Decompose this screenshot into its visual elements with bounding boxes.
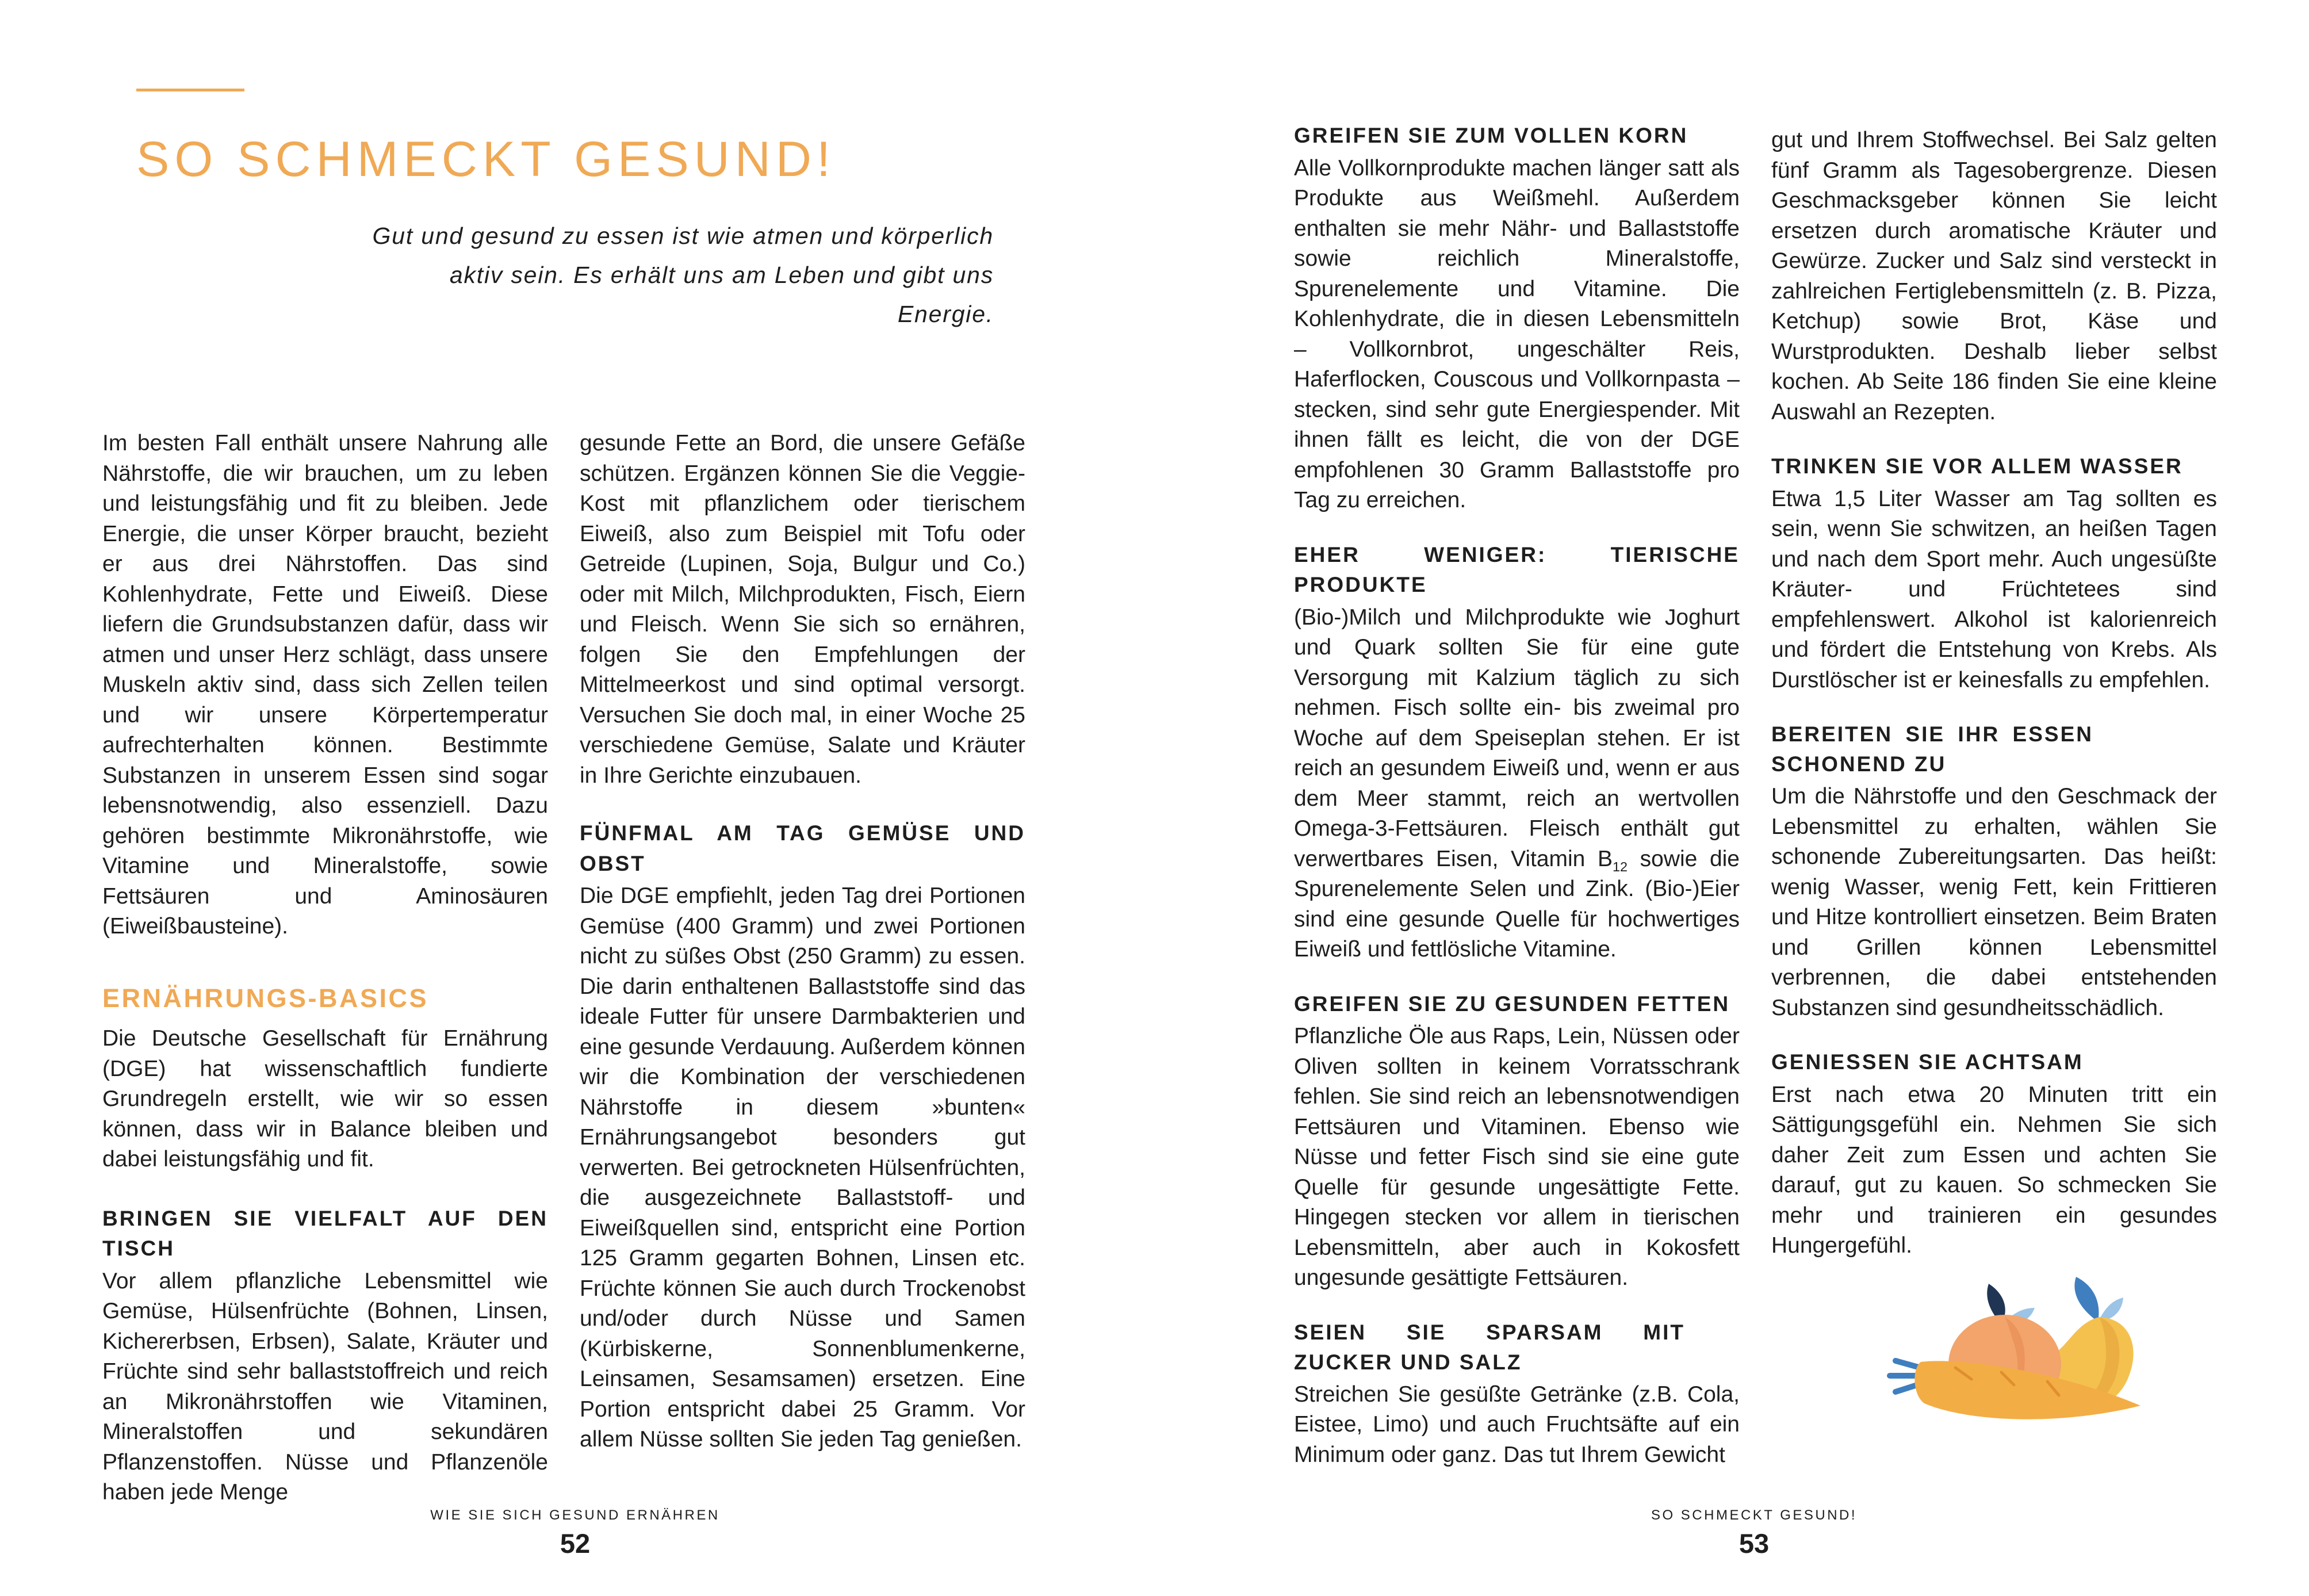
body-paragraph: Alle Vollkornprodukte machen länger satt als Produkte aus Weißmehl. Außerdem enthalten sie mehr Nähr- und Ballaststoffe sowie reichlich Mineralstoffe, Spurenelemente und Vitamine. Die Kohlenhydrate, die in diesen Lebensmitteln – Vollkornbrot, ungeschälter Reis, Haferflocken, Couscous und Vollkornpasta – stecken, sind sehr gute Energiespender. Mit ihnen fällt es leicht, die von der DGE empfohlenen 30 Gramm Ballaststoffe pro Tag zu erreichen. <box>1294 155 1740 512</box>
subheading: BEREITEN SIE IHR ESSEN SCHONEND ZU <box>1771 722 2093 776</box>
leaf-icon <box>2074 1277 2099 1322</box>
body-paragraph: Um die Nährstoffe und den Geschmack der Lebensmittel zu erhalten, wählen Sie schonende Zubereitungsarten. Das heißt: wenig Wasser, wenig Fett, kein Frittieren und Hitze kontrolliert einsetzen. Beim Braten und Grillen können Lebensmittel verbrennen, die dabei entstehenden Substanzen sind gesundheitsschädlich. <box>1771 784 2217 1020</box>
body-paragraph: Erst nach etwa 20 Minuten tritt ein Sättigungsgefühl ein. Nehmen Sie sich daher Zeit zum Essen und achten Sie darauf, gut zu kauen. So schmecken Sie mehr und trainieren ein gesundes Hungergefühl. <box>1771 1082 2217 1258</box>
body-paragraph: Die DGE empfiehlt, jeden Tag drei Portionen Gemüse (400 Gramm) und zwei Portionen nicht zu süßes Obst (250 Gramm) zu essen. Die darin enthaltenen Ballaststoffe sind das ideale Futter für unsere Darmbakterien und eine gesunde Verdauung. Außerdem können wir die Kombination der verschiedenen Nährstoffe in diesem »bunten« Ernährungsangebot besonders gut verwerten. Bei getrockneten Hülsenfrüchten, die ausgezeichnete Ballaststoff- und Eiweißquellen sind, entspricht eine Portion 125 Gramm gegarten Bohnen, Linsen etc. Früchte können Sie auch durch Trockenobst und/oder durch Nüsse und Samen (Kürbiskerne, Sonnenblumenkerne, Leinsamen, Sesamsamen) ersetzen. Eine Portion entspricht dabei 25 Gramm. Vor allem Nüsse sollten Sie jeden Tag genießen. <box>580 883 1025 1452</box>
subheading: TRINKEN SIE VOR ALLEM WASSER <box>1771 454 2183 478</box>
body-paragraph: (Bio-)Milch und Milchprodukte wie Joghurt und Quark sollten Sie für eine gute Versorgung mit Kalzium täglich zu sich nehmen. Fisch sollte ein- bis zweimal pro Woche auf dem Speiseplan stehen. Er ist reich an gesundem Eiweiß und, wenn er aus dem Meer stammt, reich an wertvollen Omega-3-Fettsäuren. Fleisch enthält gut verwertbares Eisen, Vitamin $B_{12}$ sowie die Spurenelemente Selen und Zink. (Bio-)Eier sind eine gesunde Quelle für hochwertiges Eiweiß und fettlösliche Vitamine. <box>1294 604 1740 962</box>
subheading: GREIFEN SIE ZUM VOLLEN KORN <box>1294 124 1688 147</box>
column-3 <box>1294 121 1740 1470</box>
body-paragraph: Etwa 1,5 Liter Wasser am Tag sollten es sein, wenn Sie schwitzen, an heißen Tagen und nach dem Sport mehr. Auch ungesüßte Kräuter- und Früchtetees sind empfehlenswert. Alkohol ist kalorienreich und fördert die Entstehung von Krebs. Als Durstlöscher ist er keinesfalls zu empfehlen. <box>1771 486 2217 692</box>
body-paragraph: gut und Ihrem Stoffwechsel. Bei Salz gelten fünf Gramm als Tagesobergrenze. Diesen Geschmacksgeber können Sie leicht ersetzen durch aromatische Kräuter und Gewürze. Zucker und Salz sind versteckt in zahlreichen Fertiglebensmitteln (z. B. Pizza, Ketchup) sowie Brot, Käse und Wurstprodukten. Deshalb lieber selbst kochen. Ab Seite 186 finden Sie eine kleine Auswahl an Rezepten. <box>1771 128 2217 424</box>
intro-quote: Gut und gesund zu essen ist wie atmen und körperlich aktiv sein. Es erhält uns am Leben und gibt uns Energie. <box>372 223 994 327</box>
body-paragraph: gesunde Fette an Bord, die unsere Gefäße schützen. Ergänzen können Sie die Veggie-Kost mit pflanzlichem oder tierischem Eiweiß, also zum Beispiel mit Tofu oder Getreide (Lupinen, Soja, Bulgur und Co.) oder mit Milch, Milchprodukten, Fisch, Eiern und Fleisch. Wenn Sie sich so ernähren, folgen Sie den Empfehlungen der Mittelmeerkost und sind optimal versorgt. Versuchen Sie doch mal, in einer Woche 25 verschiedene Gemüse, Salate und Kräuter in Ihre Gerichte einzubauen. <box>580 431 1025 788</box>
subheading: BRINGEN SIE VIELFALT AUF DEN TISCH <box>102 1206 548 1260</box>
running-footer: WIE SIE SICH GESUND ERNÄHREN <box>430 1507 720 1523</box>
subscript: 12 <box>1612 859 1628 874</box>
body-paragraph: Pflanzliche Öle aus Raps, Lein, Nüssen oder Oliven sollten in keinem Vorratsschrank fehlen. Sie sind reich an lebensnotwendigen Fettsäuren und Vitaminen. Ebenso wie Nüsse und fetter Fisch sind sie eine gute Quelle für gesunde ungesättigte Fette. Hingegen stecken vor allem in tierischen Lebensmitteln, aber auch in Kokosfett ungesunde gesättigte Fettsäuren. <box>1294 1024 1740 1290</box>
subheading: SEIEN SIE SPARSAM MIT ZUCKER UND SALZ <box>1294 1320 1685 1374</box>
body-paragraph: Vor allem pflanzliche Lebensmittel wie Gemüse, Hülsenfrüchte (Bohnen, Linsen, Kichererbsen, Erbsen), Salate, Kräuter und Früchte sind sehr ballaststoffreich und reich an Mikronährstoffen wie Vitaminen, Mineralstoffen und sekundären Pflanzenstoffen. Nüsse und Pflanzenöle haben jede Menge <box>102 1268 548 1505</box>
page-number: 53 <box>1739 1528 1770 1559</box>
accent-rule <box>136 89 244 91</box>
section-heading: ERNÄHRUNGS-BASICS <box>102 983 429 1013</box>
running-footer: SO SCHMECKT GESUND! <box>1651 1507 1858 1523</box>
fruit-vegetable-icon <box>1869 1254 2145 1426</box>
column-1 <box>102 428 548 1508</box>
subheading: GENIESSEN SIE ACHTSAM <box>1771 1050 2084 1074</box>
subheading: EHER WENIGER: TIERISCHE PRODUKTE <box>1294 542 1740 596</box>
subheading: FÜNFMAL AM TAG GEMÜSE UND OBST <box>580 821 1025 875</box>
column-2 <box>580 428 1025 1455</box>
page-number: 52 <box>560 1528 591 1559</box>
column-4 <box>1771 125 2217 1261</box>
body-paragraph: Die Deutsche Gesellschaft für Ernährung (DGE) hat wissenschaftlich fundierte Grundregeln erstellt, wie wir so essen können, dass wir in Balance bleiben und dabei leistungsfähig und fit. <box>102 1026 548 1172</box>
page-title: SO SCHMECKT GESUND! <box>136 132 836 187</box>
subheading: GREIFEN SIE ZU GESUNDEN FETTEN <box>1294 992 1730 1016</box>
body-paragraph: Im besten Fall enthält unsere Nahrung alle Nährstoffe, die wir brauchen, um zu leben und leistungsfähig und fit zu bleiben. Jede Energie, die unser Körper braucht, bezieht er aus drei Nährstoffen. Das sind Kohlenhydrate, Fette und Eiweiß. Diese liefern die Grundsubstanzen dafür, dass wir atmen und unser Herz schlägt, dass unsere Muskeln aktiv sind, dass sich Zellen teilen und wir unsere Körpertemperatur aufrechterhalten können. Bestimmte Substanzen in unserem Essen sind sogar lebensnotwendig, also essenziell. Dazu gehören bestimmte Mikronährstoffe, wie Vitamine und Mineralstoffe, sowie Fettsäuren und Aminosäuren (Eiweißbausteine). <box>102 431 548 939</box>
body-paragraph: Streichen Sie gesüßte Getränke (z.B. Cola, Eistee, Limo) und auch Fruchtsäfte auf ein Minimum oder ganz. Das tut Ihrem Gewicht <box>1294 1381 1740 1467</box>
